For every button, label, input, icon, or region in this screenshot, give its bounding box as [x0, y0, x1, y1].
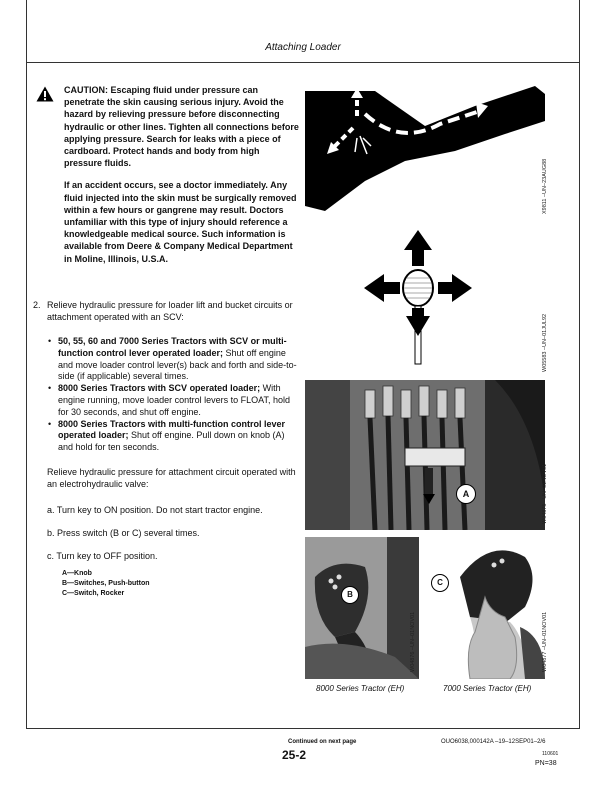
caution-paragraph-2: If an accident occurs, see a doctor immediately. Any fluid injected into the skin must be surgically removed within a few hours or gangrene may result. Doctors unfamiliar with this type of injury should reference a knowledgeable medical source. Such information is available from Deere & Company Medical Department in Moline, Illinois, U.S.A. — [64, 180, 297, 264]
page-title: Attaching Loader — [265, 42, 341, 53]
bullet-bold: 8000 Series Tractors with multi-function control lever operated loader; — [58, 418, 286, 441]
image-code: W04875 –UN–01NOV01 — [542, 463, 548, 524]
list-item — [48, 419, 300, 454]
bullet-text: With engine running, move loader control levers to FLOAT, hold for 30 seconds, and shut off engine. — [58, 383, 290, 417]
image-code: W04876 –UN–01NOV01 — [410, 611, 416, 672]
bullet-bold: 8000 Series Tractors with SCV operated loader; — [58, 383, 261, 394]
callout-b: B — [341, 586, 359, 604]
fluid-hazard-graphic — [305, 86, 545, 221]
bullet-dot: • — [48, 418, 52, 429]
substep-c: c. Turn key to OFF position. — [47, 551, 158, 561]
callout-a: A — [456, 484, 476, 504]
callout-c: C — [431, 574, 449, 592]
list-item — [48, 383, 300, 418]
caution-paragraph-1: CAUTION: Escaping fluid under pressure can penetrate the skin causing serious injury. Avoid the hazard by relieving pressure before disconnecting hydraulic or other lines. Tighten all connections before applying pressure. Search for leaks with a piece of cardboard. Protect hands and body from high pressure fluids. — [64, 85, 299, 169]
bullet-dot: • — [48, 383, 52, 394]
caption-8000: 8000 Series Tractor (EH) — [316, 684, 405, 693]
page-number: 25-2 — [282, 748, 307, 762]
bullet-text: Shut off engine. Pull down on knob (A) and hold for ten seconds. — [58, 430, 285, 453]
list-item — [48, 336, 300, 383]
legend — [62, 569, 150, 599]
legend-item-a: A—Knob — [62, 570, 92, 577]
warning-icon — [36, 86, 54, 102]
hydraulic-valve-graphic — [305, 380, 545, 530]
footer-rule — [26, 728, 580, 729]
page-index: PN=38 — [535, 760, 557, 767]
rocker-7000-photo — [430, 537, 545, 679]
relieve-paragraph: Relieve hydraulic pressure for attachment circuit operated with an electrohydraulic valve: — [47, 467, 296, 489]
hydraulic-valve-photo — [305, 380, 545, 530]
bullet-text: Shut off engine and move loader control lever(s) back and forth and side-to-side (if applicable) several times. — [58, 347, 297, 382]
caption-7000: 7000 Series Tractor (EH) — [443, 684, 532, 693]
legend-item-c: C—Switch, Rocker — [62, 590, 125, 597]
image-code: X9811 –UN–23AUG88 — [542, 158, 548, 214]
fluid-hazard-illustration — [305, 86, 545, 221]
image-code: W05583 –UN–01JUL92 — [542, 313, 548, 372]
bullet-bold: 50, 55, 60 and 7000 Series Tractors with SCV or multi-function control lever operated loader; — [58, 336, 287, 358]
legend-item-b: B—Switches, Push-button — [62, 580, 150, 587]
substep-b: b. Press switch (B or C) several times. — [47, 528, 200, 538]
bullet-list — [48, 336, 300, 454]
step-2 — [33, 299, 303, 323]
step-number: 2. — [33, 300, 41, 310]
frame-left-rule — [26, 0, 27, 728]
joystick-8000-graphic — [305, 537, 419, 679]
header-rule — [26, 62, 580, 63]
print-code: 110601 — [542, 751, 559, 757]
lever-movement-illustration — [360, 228, 480, 368]
document-code: OUO6038,000142A –19–12SEP01–2/6 — [441, 739, 546, 745]
caution-block — [64, 84, 300, 275]
substep-a: a. Turn key to ON position. Do not start tractor engine. — [47, 505, 263, 515]
rocker-7000-graphic — [430, 537, 545, 679]
joystick-8000-photo — [305, 537, 419, 679]
frame-right-rule — [579, 0, 580, 728]
lever-movement-graphic — [360, 228, 480, 368]
image-code: W04877 –UN–01NOV01 — [542, 611, 548, 672]
bullet-dot: • — [48, 336, 52, 346]
continued-note: Continued on next page — [288, 739, 357, 745]
step-text: Relieve hydraulic pressure for loader lift and bucket circuits or attachment operated with an SCV: — [47, 300, 293, 322]
